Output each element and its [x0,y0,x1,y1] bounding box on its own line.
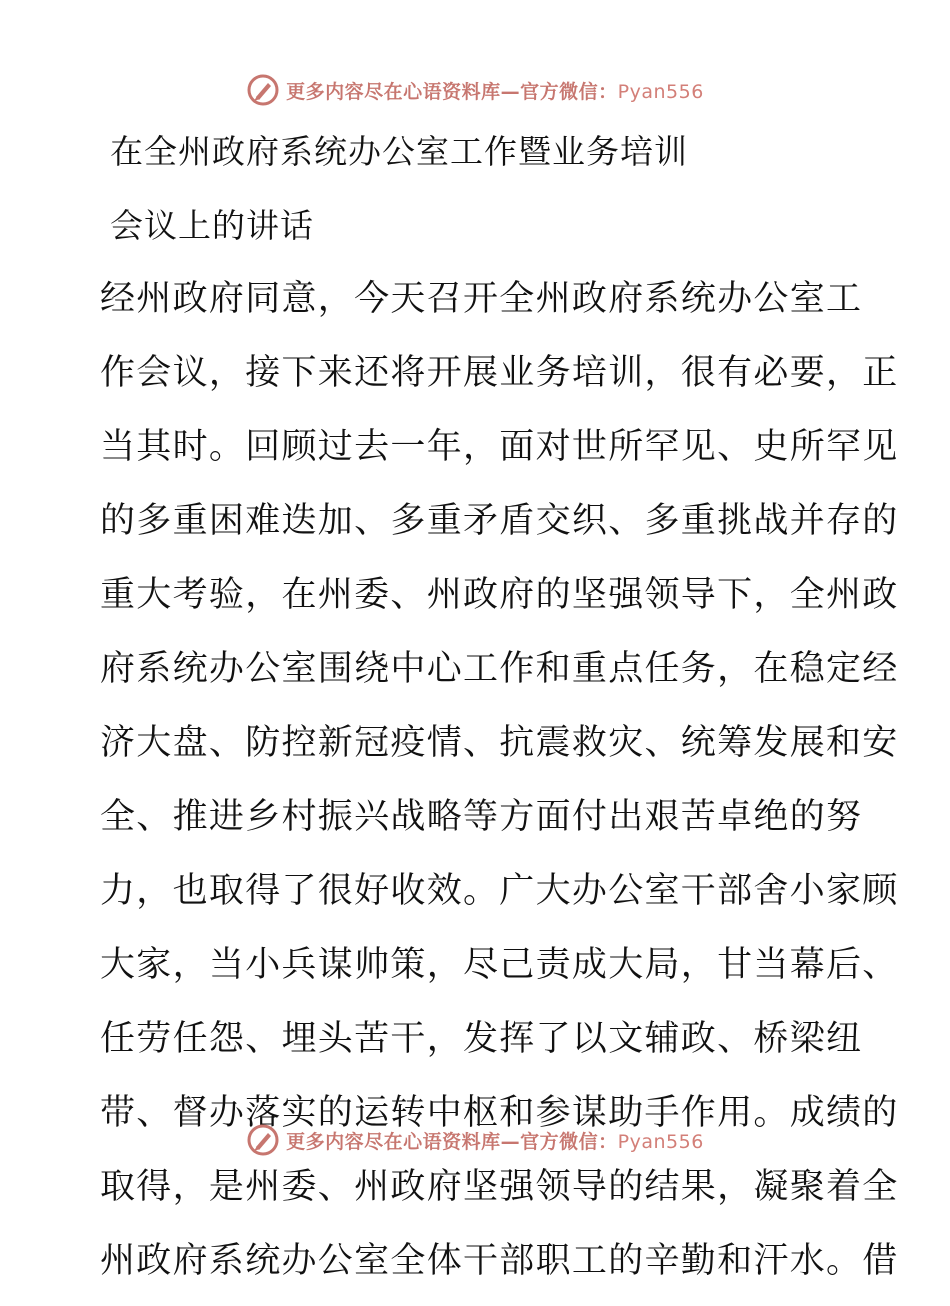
body-line: 的多重困难迭加、多重矛盾交织、多重挑战并存的 [100,501,899,541]
body-line: 当其时。回顾过去一年，面对世所罕见、史所罕见 [100,427,899,467]
body-line: 全、推进乡村振兴战略等方面付出艰苦卓绝的努 [100,797,863,837]
footer-watermark [0,1120,950,1160]
document-subtitle: 会议上的讲话 [110,206,314,245]
header-watermark [0,70,950,110]
body-line: 取得，是州委、州政府坚强领导的结果，凝聚着全 [100,1167,899,1207]
pen-logo-icon [246,73,280,107]
watermark-text: 更多内容尽在心语资料库—官方微信：Pyan556 [286,80,704,103]
body-line: 大家，当小兵谋帅策，尽己责成大局，甘当幕后、 [100,945,899,985]
body-line: 任劳任怨、埋头苦干，发挥了以文辅政、桥梁纽 [100,1019,863,1059]
wechat-id: Pyan556 [617,80,704,103]
body-line: 重大考验，在州委、州政府的坚强领导下，全州政 [100,575,899,615]
body-line: 州政府系统办公室全体干部职工的辛勤和汗水。借 [100,1241,899,1281]
watermark-text: 更多内容尽在心语资料库—官方微信：Pyan556 [286,1130,704,1153]
wechat-id: Pyan556 [617,1130,704,1153]
body-line: 带、督办落实的运转中枢和参谋助手作用。成绩的 [100,1093,899,1133]
document-title: 在全州政府系统办公室工作暨业务培训 [110,132,688,171]
body-line: 作会议，接下来还将开展业务培训，很有必要，正 [100,353,899,393]
body-line: 府系统办公室围绕中心工作和重点任务，在稳定经 [100,649,899,689]
body-line: 力，也取得了很好收效。广大办公室干部舍小家顾 [100,871,899,911]
body-line: 经州政府同意，今天召开全州政府系统办公室工 [100,279,863,319]
pen-logo-icon [246,1123,280,1157]
body-line: 济大盘、防控新冠疫情、抗震救灾、统筹发展和安 [100,723,899,763]
